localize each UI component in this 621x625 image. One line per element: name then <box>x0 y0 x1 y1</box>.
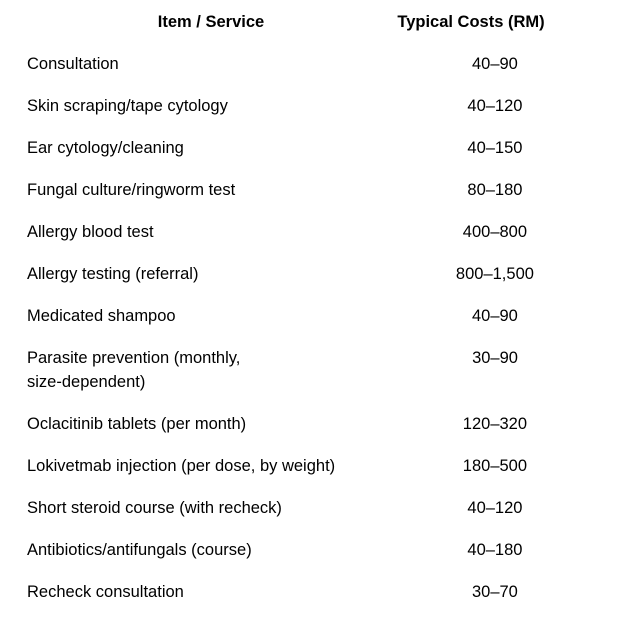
row-cost-value: 40–90 <box>471 55 518 73</box>
table-row <box>0 253 621 295</box>
table-header <box>0 10 621 43</box>
row-cost-value: 40–120 <box>467 499 523 517</box>
row-item-label: Lokivetmab injection (per dose, by weight) <box>27 457 336 475</box>
row-cost-value: 400–800 <box>462 223 528 241</box>
table-row <box>0 445 621 487</box>
row-item-label: Parasite prevention (monthly, size-dependent) <box>27 349 241 391</box>
table-row <box>0 295 621 337</box>
row-cost-value: 30–90 <box>472 349 518 367</box>
table-row <box>0 85 621 127</box>
row-cost-value: 40–180 <box>467 541 523 559</box>
row-cost-value: 120–320 <box>462 415 528 433</box>
row-item-label: Consultation <box>27 55 119 73</box>
row-item-label: Antibiotics/antifungals (course) <box>27 541 252 559</box>
table-row <box>0 571 621 613</box>
row-item-label: Short steroid course (with recheck) <box>27 499 282 517</box>
table-row <box>0 211 621 253</box>
table-row <box>0 43 621 85</box>
row-item-label: Oclacitinib tablets (per month) <box>27 415 247 433</box>
row-item-label: Allergy blood test <box>27 223 154 241</box>
table-row <box>0 487 621 529</box>
row-item-label: Ear cytology/cleaning <box>27 139 184 157</box>
row-item-label: Recheck consultation <box>27 583 184 601</box>
row-cost-value: 40–90 <box>471 307 518 325</box>
table-row <box>0 403 621 445</box>
table-row <box>0 337 621 403</box>
header-typical-costs: Typical Costs (RM) <box>397 13 545 31</box>
row-cost-value: 800–1,500 <box>455 265 534 283</box>
row-item-label: Skin scraping/tape cytology <box>27 97 228 115</box>
row-item-label: Fungal culture/ringworm test <box>27 181 236 199</box>
table-row <box>0 169 621 211</box>
row-item-label: Allergy testing (referral) <box>27 265 199 283</box>
row-cost-value: 80–180 <box>467 181 523 199</box>
table-row <box>0 127 621 169</box>
row-cost-value: 30–70 <box>471 583 518 601</box>
row-cost-value: 40–120 <box>467 97 523 115</box>
row-cost-value: 180–500 <box>462 457 528 475</box>
row-cost-value: 40–150 <box>467 139 523 157</box>
table-row <box>0 529 621 571</box>
row-item-label: Medicated shampoo <box>27 307 176 325</box>
header-item-service: Item / Service <box>157 13 265 31</box>
